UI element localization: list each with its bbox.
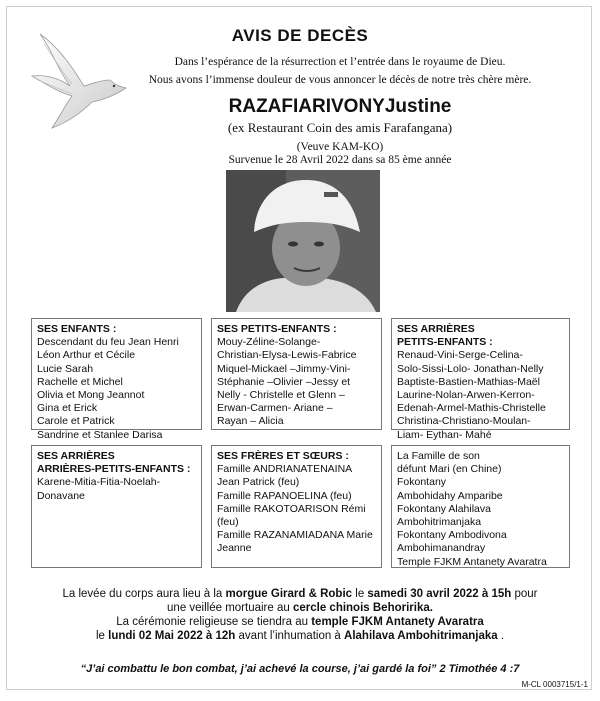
list-item: Rayan – Alicia <box>217 415 284 428</box>
list-item: Gina et Erick <box>37 402 98 415</box>
bible-quote: “J’ai combattu le bon combat, j’ai achevé la course, j’ai gardé la foi” 2 Timothée 4 :7 <box>80 663 520 675</box>
grandchildren-box <box>211 318 382 430</box>
list-item: défunt Mari (en Chine) <box>397 463 502 476</box>
intro-line-2: Nous avons l’immense douleur de vous annoncer le décès de notre très chère mère. <box>148 74 532 86</box>
dove-icon <box>22 30 132 140</box>
portrait-photo <box>226 170 380 312</box>
deceased-name: RAZAFIARIVONYJustine <box>228 96 452 117</box>
viewing-date: samedi 30 avril 2022 à 15h <box>367 588 512 600</box>
list-item: Laurine-Nolan-Arwen-Kerron- <box>397 389 535 402</box>
list-item: Famille RAPANOELINA (feu) <box>217 489 352 502</box>
list-item: Léon Arthur et Cécile <box>37 349 136 362</box>
siblings-heading: SES FRÈRES ET SŒURS : <box>217 450 349 462</box>
great-great-grandchildren-heading-1: SES ARRIÈRES <box>37 450 115 462</box>
date-line: Survenue le 28 Avril 2022 dans sa 85 ème année <box>228 154 452 166</box>
ceremony-details <box>20 587 580 643</box>
reference-code: M-CL 0003715/1-1 <box>521 680 588 689</box>
list-item: Renaud-Vini-Serge-Celina- <box>397 349 523 362</box>
list-item: Descendant du feu Jean Henri <box>37 336 179 349</box>
list-item: Stéphanie –Olivier –Jessy et <box>217 375 351 388</box>
great-great-grandchildren-heading-2: ARRIÈRES-PETITS-ENFANTS : <box>37 463 191 476</box>
list-item: Famille RAKOTOARISON Rémi <box>217 502 366 515</box>
text-fragment: La levée du corps aura lieu à la <box>62 588 226 600</box>
great-great-grandchildren-box <box>31 445 202 568</box>
list-item: Christina-Christiano-Moulan- <box>397 415 531 428</box>
text-fragment: une veillée mortuaire au <box>167 602 293 614</box>
list-item: Solo-Sissi-Lolo- Jonathan-Nelly <box>397 362 544 375</box>
text-fragment: La cérémonie religieuse se tiendra au <box>116 616 312 628</box>
text-fragment: avant l’inhumation à <box>235 630 345 642</box>
portrait-illustration <box>226 170 380 312</box>
great-grandchildren-box <box>391 318 570 441</box>
great-grandchildren-heading-1: SES ARRIÈRES <box>397 323 475 335</box>
children-heading: SES ENFANTS : <box>37 323 117 335</box>
intro-line-1: Dans l’espérance de la résurrection et l’entrée dans le royaume de Dieu. <box>174 56 506 68</box>
list-item: (feu) <box>217 516 239 529</box>
list-item: Famille RAZANAMIADANA Marie <box>217 529 373 542</box>
list-item: Ambohidahy Amparibe <box>397 489 503 502</box>
grandchildren-heading: SES PETITS-ENFANTS : <box>217 323 337 335</box>
list-item: Ambohimanandray <box>397 542 486 555</box>
list-item: Edenah-Armel-Mathis-Christelle <box>397 402 546 415</box>
text-fragment: . <box>497 630 505 642</box>
list-item: Donavane <box>37 489 85 502</box>
list-item: Famille ANDRIANATENAINA <box>217 463 353 476</box>
list-item: Lucie Sarah <box>37 362 94 375</box>
ceremony-date: lundi 02 Mai 2022 à 12h <box>108 630 236 642</box>
list-item: Jeanne <box>217 542 252 555</box>
former-business: (ex Restaurant Coin des amis Farafangana) <box>227 120 453 135</box>
widow-line: (Veuve KAM-KO) <box>296 141 384 153</box>
ceremony-line-2 <box>20 601 580 615</box>
list-item: Liam- Eythan- Mahé <box>397 428 492 441</box>
list-item: Mouy-Zéline-Solange- <box>217 336 321 349</box>
text-fragment: pour <box>511 588 538 600</box>
list-item: Karene-Mitia-Fitia-Noelah- <box>37 476 161 489</box>
list-item: Rachelle et Michel <box>37 375 123 388</box>
list-item: La Famille de son <box>397 450 480 462</box>
list-item: Miquel-Mickael –Jimmy-Vini- <box>217 362 351 375</box>
list-item: Ambohitrimanjaka <box>397 516 482 529</box>
list-item: Erwan-Carmen- Ariane – <box>217 402 333 415</box>
morgue-name: morgue Girard & Robic <box>225 588 353 600</box>
list-item: Fokontany <box>397 476 447 489</box>
list-item: Fokontany Alahilava <box>397 502 491 515</box>
ceremony-line-4 <box>20 629 580 643</box>
list-item: Olivia et Mong Jeannot <box>37 389 145 402</box>
great-grandchildren-heading-2: PETITS-ENFANTS : <box>397 336 493 349</box>
burial-location: Alahilava Ambohitrimanjaka <box>344 630 498 642</box>
notice-title: AVIS DE DECÈS <box>231 26 369 45</box>
list-item: Christian-Elysa-Lewis-Fabrice <box>217 349 357 362</box>
list-item: Sandrine et Stanlee Darisa <box>37 428 163 441</box>
list-item: Jean Patrick (feu) <box>217 476 300 489</box>
siblings-box <box>211 445 382 568</box>
list-item: Baptiste-Bastien-Mathias-Maël <box>397 375 540 388</box>
children-box <box>31 318 202 441</box>
temple-name: temple FJKM Antanety Avaratra <box>311 616 484 628</box>
family-community-box <box>391 445 570 568</box>
list-item: Nelly - Christelle et Glenn – <box>217 389 345 402</box>
text-fragment: le <box>95 630 109 642</box>
vigil-location: cercle chinois Behoririka. <box>292 602 433 614</box>
ceremony-line-1 <box>20 587 580 601</box>
text-fragment: le <box>352 588 368 600</box>
ceremony-line-3 <box>20 615 580 629</box>
list-item: Carole et Patrick <box>37 415 115 428</box>
list-item: Temple FJKM Antanety Avaratra <box>397 555 547 568</box>
list-item: Fokontany Ambodivona <box>397 529 507 542</box>
